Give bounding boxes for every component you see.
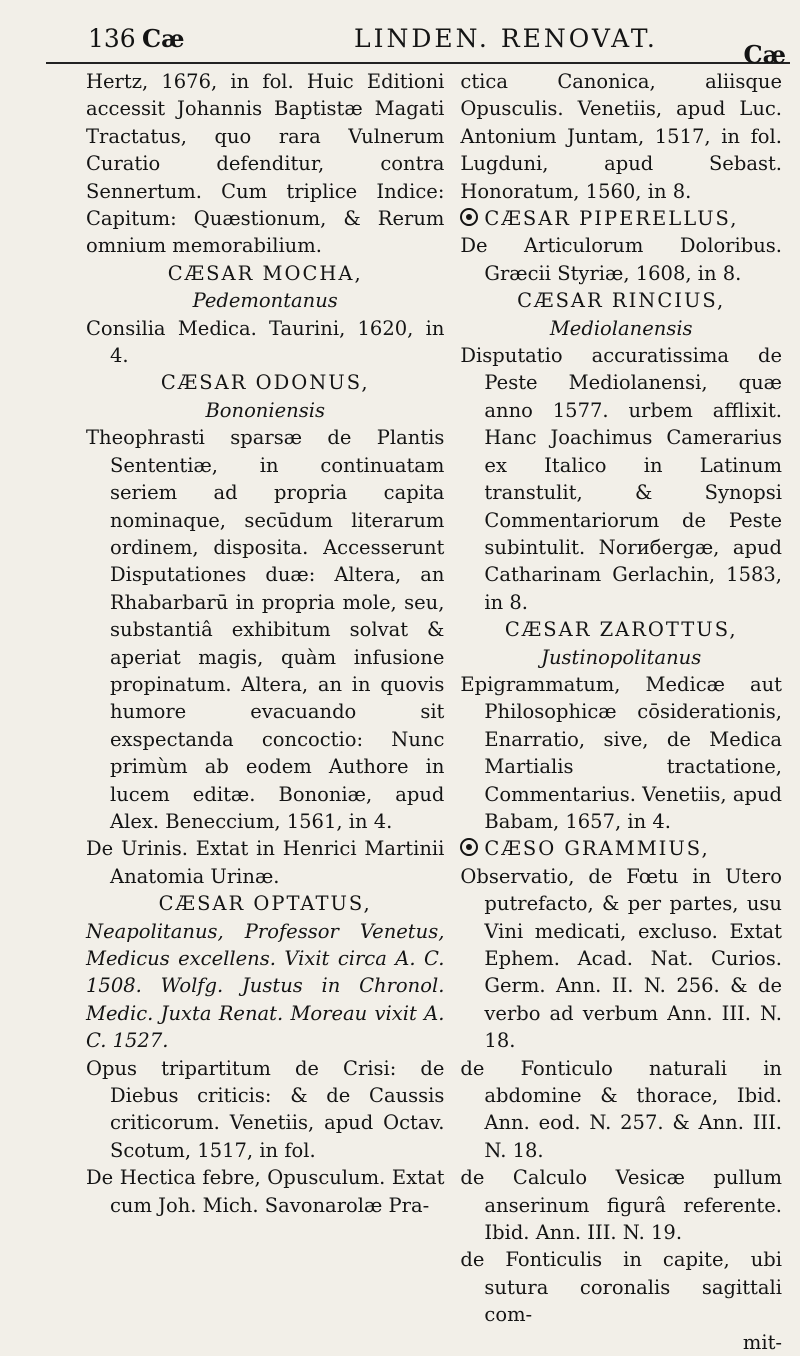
running-title: LINDEN. RENOVAT.: [354, 24, 658, 53]
author-name: CÆSAR RINCIUS,: [517, 289, 726, 313]
author-origin: Justinopolitanus: [541, 645, 702, 669]
entry-text: de Calculo Vesicæ pullum anserinum figurâ referente. Ibid. Ann. III. N. 19.: [460, 1166, 782, 1245]
entry-text: Disputatio accuratissima de Peste Mediolanensi, quæ anno 1577. urbem afflixit. Hanc Joachimus Camerarius ex Italico in Latinum transtulit, & Synopsi Commentariorum de Peste subintulit. Norибergæ, apud Catharinam Gerlachin, 1583, in 8.: [460, 344, 782, 614]
running-header: [46, 18, 790, 69]
left-column: [86, 68, 444, 1356]
author-name: CÆSAR OPTATUS,: [158, 892, 372, 916]
right-column: [460, 68, 782, 1356]
author-origin: Neapolitanus, Professor Venetus, Medicus excellens. Vixit circa A. C. 1508. Wolfg. Justus in Chronol. Medic. Juxta Renat. Moreau vixit A. C. 1527.: [86, 919, 445, 1053]
entry-text: Theophrasti sparsæ de Plantis Sententiæ, in continuatam seriem ad propria capita nominaque, secūdum literarum ordinem, disposita. Accesserunt Disputationes duæ: Altera, an Rhabarbarū in propria mole, seu, substantiâ exhibitum solvat & aperiat magis, quàm infusione propinatum. Altera, an in quovis humore evacuando sit exspectanda concoctio: Nunc primùm ab eodem Authore in lucem editæ. Bononiæ, apud Alex. Beneccium, 1561, in 4.: [86, 426, 445, 833]
header-letters-left: Cæ: [142, 24, 185, 53]
page-number: 136: [88, 24, 136, 53]
author-name: CÆSAR PIPERELLUS,: [460, 205, 782, 232]
entry-text: Epigrammatum, Medicæ aut Philosophicæ cōsiderationis, Enarratio, sive, de Medica Martialis tractatione, Commentarius. Venetiis, apud Babam, 1657, in 4.: [460, 672, 782, 833]
bullet-icon: [460, 838, 478, 856]
entry-text: Hertz, 1676, in fol. Huic Editioni accessit Johannis Baptistæ Magati Tractatus, quo rara Vulnerum Curatio defenditur, contra Sennertum. Cum triplice Indice: Capitum: Quæstionum, & Rerum omnium memorabilium.: [86, 70, 445, 258]
entry-text: Consilia Medica. Taurini, 1620, in 4.: [86, 316, 445, 368]
header-letters-right: Cæ: [743, 40, 786, 69]
author-name: CÆSAR ODONUS,: [160, 371, 370, 395]
author-origin: Bononiensis: [205, 398, 325, 422]
entry-text: de Fonticulo naturali in abdomine & thorace, Ibid. Ann. eod. N. 257. & Ann. III. N. 18.: [460, 1056, 782, 1162]
author-name: CÆSAR ZAROTTUS,: [504, 618, 738, 642]
entry-text: ctica Canonica, aliisque Opusculis. Venetiis, apud Luc. Antonium Juntam, 1517, in fol. Lugduni, apud Sebast. Honoratum, 1560, in 8.: [460, 70, 782, 203]
text-columns: [46, 68, 782, 1356]
author-origin: Mediolanensis: [549, 316, 693, 340]
entry-text: De Articulorum Doloribus. Græcii Styriæ, 1608, in 8.: [460, 234, 782, 285]
catchword: mit-: [742, 1330, 782, 1354]
entry-text: De Hectica febre, Opusculum. Extat cum Joh. Mich. Savonarolæ Pra-: [86, 1166, 445, 1217]
entry-text: Opus tripartitum de Crisi: de Diebus criticis: & de Caussis criticorum. Venetiis, apud Octav. Scotum, 1517, in fol.: [86, 1056, 445, 1162]
entry-text: De Urinis. Extat in Henrici Martinii Anatomia Urinæ.: [86, 837, 445, 888]
entry-text: Observatio, de Fœtu in Utero putrefacto, & per partes, usu Vini medicati, excluso. Extat Ephem. Acad. Nat. Curios. Germ. Ann. II. N. 256. & de verbo ad verbum Ann. III. N. 18.: [460, 864, 782, 1053]
bullet-icon: [460, 208, 478, 226]
author-name: CÆSO GRAMMIUS,: [460, 835, 782, 862]
author-origin: Pedemontanus: [192, 289, 338, 313]
entry-text: de Fonticulis in capite, ubi sutura coronalis sagittali com-: [460, 1248, 782, 1327]
author-name: CÆSAR MOCHA,: [167, 261, 363, 285]
